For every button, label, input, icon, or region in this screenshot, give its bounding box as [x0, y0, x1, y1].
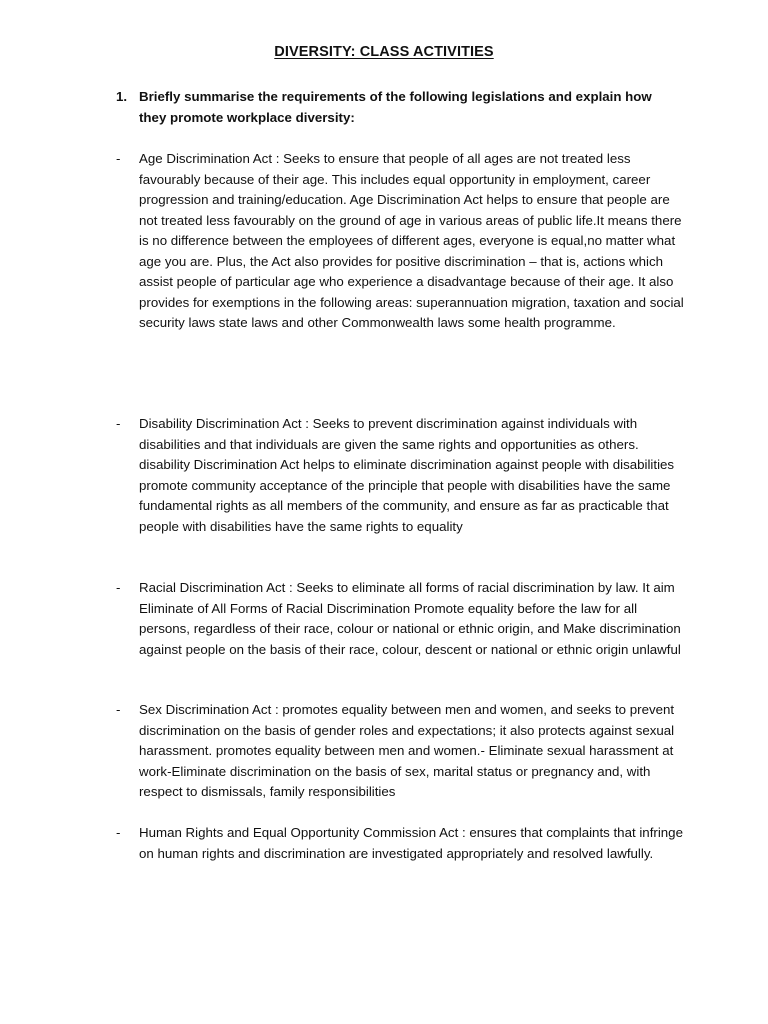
question-text: Briefly summarise the requirements of the following legislations and explain how they promote workplace diversity:: [139, 89, 652, 125]
entry-bullet: -: [116, 825, 121, 840]
entry-bullet: -: [116, 416, 121, 431]
entry-bullet: -: [116, 580, 121, 595]
entry-text: Racial Discrimination Act : Seeks to eliminate all forms of racial discrimination by law. It aim Eliminate of All Forms of Racial Discrimination Promote equality before the law for all persons, regardless of their race, colour or national or ethnic origin, and Make discrimination against people on the basis of their race, colour, descent or national or ethnic origin unlawful: [139, 580, 681, 657]
entry-bullet: -: [116, 151, 121, 166]
entry-text: Age Discrimination Act : Seeks to ensure that people of all ages are not treated less favourably because of their age. This includes equal opportunity in employment, career progression and training/education. Age Discrimination Act helps to ensure that people are not treated less favourably on the ground of age in various areas of public life.It means there is no difference between the employees of different ages, everyone is equal,no matter what age you are. Plus, the Act also provides for positive discrimination – that is, actions which assist people of particular age who experience a disadvantage because of their age. It also provides for exemptions in the following areas: superannuation migration, taxation and social security laws state laws and other Commonwealth laws some health programme.: [139, 151, 684, 330]
entry-text: Human Rights and Equal Opportunity Commission Act : ensures that complaints that infringe on human rights and discrimination are investigated appropriately and resolved lawfully.: [139, 825, 683, 861]
entry-text: Disability Discrimination Act : Seeks to prevent discrimination against individuals with disabilities and that individuals are given the same rights and opportunities as others. disability Discrimination Act helps to eliminate discrimination against people with disabilities promote community acceptance of the principle that people with disabilities have the same fundamental rights as all members of the community, and ensure as far as practicable that people with disabilities have the same rights to equality: [139, 416, 675, 534]
entry-text: Sex Discrimination Act : promotes equality between men and women, and seeks to prevent discrimination on the basis of gender roles and expectations; it also protects against sexual harassment. promotes equality between men and women.- Eliminate sexual harassment at work-Eliminate discrimination on the basis of sex, marital status or pregnancy and, with respect to dismissals, family responsibilities: [139, 702, 675, 799]
entry-bullet: -: [116, 702, 121, 717]
document-title: DIVERSITY: CLASS ACTIVITIES: [274, 44, 494, 60]
question-number: 1.: [116, 89, 128, 104]
